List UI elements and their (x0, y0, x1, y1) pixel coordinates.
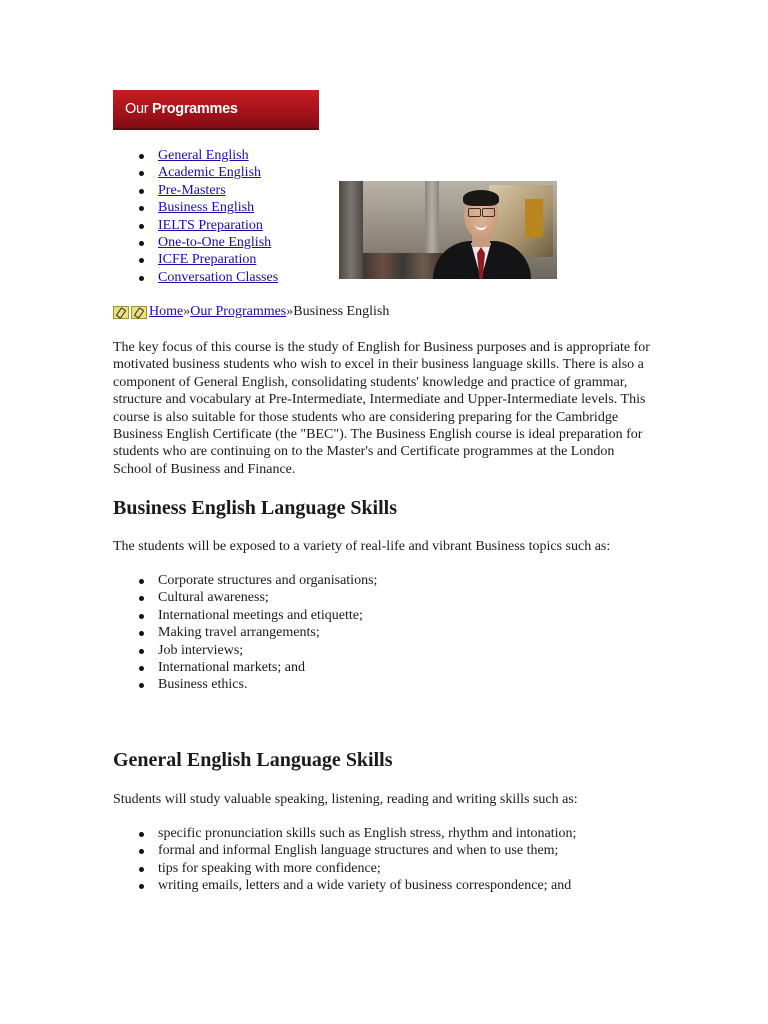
list-item: tips for speaking with more confidence; (139, 860, 576, 877)
breadcrumb-icon (113, 306, 129, 319)
breadcrumb (113, 303, 389, 321)
programme-link-one-to-one-english[interactable]: One-to-One English (158, 234, 272, 250)
programme-link-icfe-preparation[interactable]: ICFE Preparation (158, 252, 257, 268)
general-skills-heading: General English Language Skills (113, 749, 393, 771)
programme-link-business-english[interactable]: Business English (158, 200, 255, 216)
photo-crowd (363, 253, 443, 279)
list-item (139, 182, 278, 199)
photo-hair (463, 190, 499, 206)
list-item (139, 269, 278, 286)
programme-link-ielts-preparation[interactable]: IELTS Preparation (158, 217, 263, 233)
banner-title-prefix: Our (125, 101, 152, 117)
list-item (139, 147, 278, 164)
breadcrumb-separator: » (286, 304, 294, 319)
list-item (139, 251, 278, 268)
list-item (139, 164, 278, 181)
programmes-list (139, 147, 278, 286)
list-item (139, 217, 278, 234)
photo-glasses (482, 208, 495, 217)
list-item: International meetings and etiquette; (139, 607, 377, 624)
business-skills-heading: Business English Language Skills (113, 497, 398, 519)
list-item: Business ethics. (139, 676, 377, 693)
programme-link-general-english[interactable]: General English (158, 148, 249, 163)
photo-glasses (468, 208, 481, 217)
business-topics-list (139, 572, 377, 694)
our-programmes-banner (113, 90, 319, 130)
breadcrumb-programmes-link[interactable]: Our Programmes (190, 304, 287, 319)
general-skills-lead: Students will study valuable speaking, listening, reading and writing skills such as: (113, 792, 578, 807)
list-item: writing emails, letters and a wide variety of business correspondence; and (139, 877, 576, 894)
list-item: Making travel arrangements; (139, 624, 377, 641)
photo-pillar (339, 181, 363, 279)
businessman-photo (339, 181, 557, 279)
intro-paragraph: The key focus of this course is the study of English for Business purposes and is appropriate for motivated business students who wish to excel in their business language skills. There is also a component of General English, consolidating students' knowledge and practice of grammar, structure and vocabulary at Pre-Intermediate, Intermediate and Upper-Intermediate levels. This course is also suitable for those students who are considering preparing for the Cambridge Business English Certificate (the "BEC"). The Business English course is ideal preparation for students who are continuing on to the Master's and Certificate programmes at the London School of Business and Finance. (113, 340, 650, 477)
programme-link-pre-masters[interactable]: Pre-Masters (158, 182, 226, 198)
breadcrumb-separator: » (183, 304, 191, 319)
list-item: Cultural awareness; (139, 589, 377, 606)
photo-sign (525, 199, 543, 237)
programme-link-academic-english[interactable]: Academic English (158, 165, 262, 181)
list-item: Job interviews; (139, 642, 377, 659)
breadcrumb-home-link[interactable]: Home (149, 304, 184, 319)
list-item (139, 199, 278, 216)
business-skills-lead: The students will be exposed to a variety of real-life and vibrant Business topics such as: (113, 539, 611, 554)
banner-title (125, 101, 238, 117)
list-item: formal and informal English language structures and when to use them; (139, 842, 576, 859)
breadcrumb-current: Business English (293, 304, 390, 319)
programme-link-conversation-classes[interactable]: Conversation Classes (158, 269, 279, 285)
general-skills-list (139, 825, 576, 895)
list-item: Corporate structures and organisations; (139, 572, 377, 589)
list-item: International markets; and (139, 659, 377, 676)
list-item: specific pronunciation skills such as English stress, rhythm and intonation; (139, 825, 576, 842)
list-item (139, 234, 278, 251)
banner-title-strong: Programmes (152, 101, 238, 117)
breadcrumb-icon (131, 306, 147, 319)
